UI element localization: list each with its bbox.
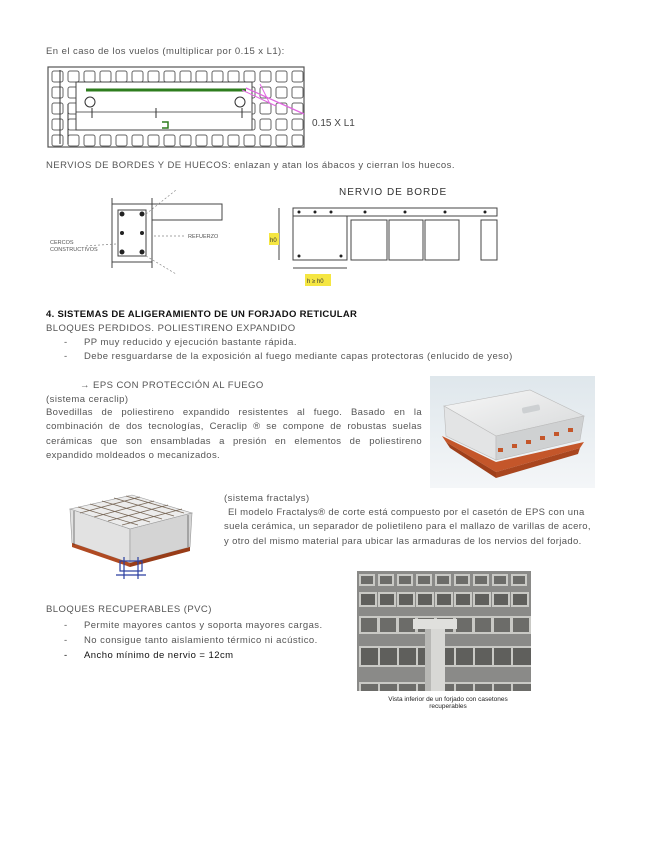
fractalys-block-image bbox=[60, 487, 200, 582]
eps-title: → EPS CON PROTECCIÓN AL FUEGO bbox=[80, 380, 264, 391]
svg-text:CONSTRUCTIVOS: CONSTRUCTIVOS bbox=[50, 247, 98, 253]
vuelo-slab-figure bbox=[46, 64, 376, 154]
ceraclip-block-image bbox=[430, 376, 595, 488]
svg-text:h0: h0 bbox=[270, 238, 277, 244]
vuelo-dimension-label: 0.15 X L1 bbox=[312, 118, 355, 129]
bloques-perdidos-heading: BLOQUES PERDIDOS. POLIESTIRENO EXPANDIDO bbox=[46, 323, 296, 334]
nervio-borde-title: NERVIO DE BORDE bbox=[339, 187, 448, 198]
bloques-recuperables-heading: BLOQUES RECUPERABLES (PVC) bbox=[46, 604, 212, 615]
svg-text:REFUERZO: REFUERZO bbox=[188, 234, 219, 240]
svg-text:CERCOS: CERCOS bbox=[50, 240, 74, 246]
nervio-borde-figure bbox=[265, 180, 505, 290]
nervios-text: NERVIOS DE BORDES Y DE HUECOS: enlazan y atan los ábacos y cierran los huecos. bbox=[46, 160, 455, 171]
fractalys-description: El modelo Fractalys® de corte está compuesto por el casetón de EPS con una suela cerámica, un separador de polietileno para el mallazo de varillas de acero, y otro del mismo material para ubicar las armaduras de los nervios del forjado. bbox=[224, 507, 591, 547]
svg-text:h ≥ h0: h ≥ h0 bbox=[307, 279, 324, 285]
fractalys-system: (sistema fractalys) bbox=[224, 493, 310, 504]
section-4-heading: 4. SISTEMAS DE ALIGERAMIENTO DE UN FORJADO RETICULAR bbox=[46, 309, 358, 320]
ceraclip-description: Bovedillas de poliestireno expandido resistentes al fuego. Basado en la combinación de dos tecnologías, Ceraclip ® se compone de robustas suelas cerámicas que son ensambladas a presión en elementos de poliestireno expandido moldeados o mecanizados. bbox=[46, 407, 422, 461]
ceraclip-system: (sistema ceraclip) bbox=[46, 394, 129, 405]
photo-caption: Vista inferior de un forjado con casetones recuperables bbox=[388, 696, 508, 710]
vuelos-intro: En el caso de los vuelos (multiplicar por 0.15 x L1): bbox=[46, 46, 285, 57]
waffle-slab-photo bbox=[357, 571, 531, 691]
